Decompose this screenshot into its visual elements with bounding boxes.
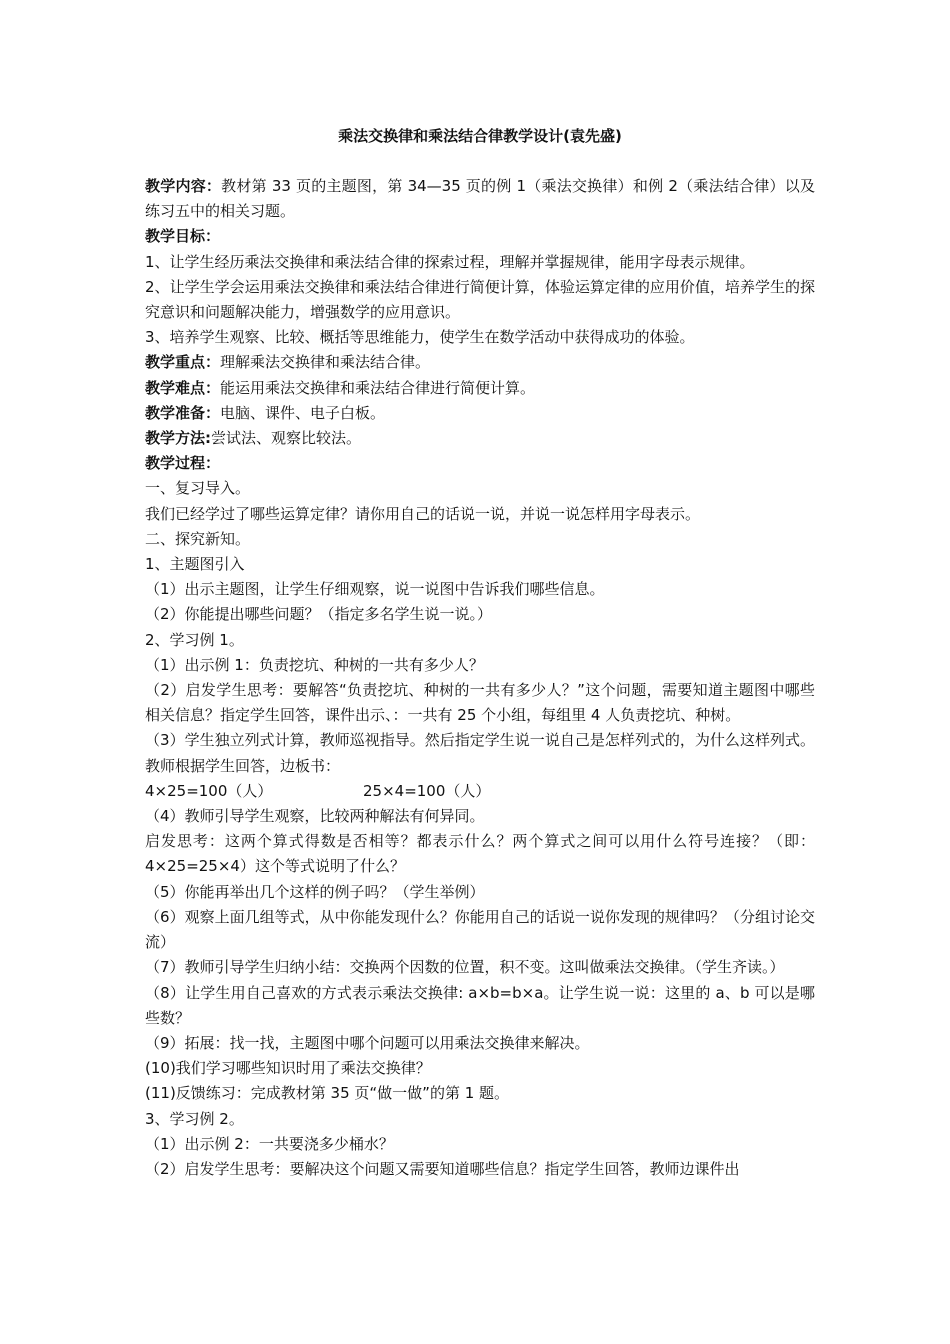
subsection-heading: 2、学习例 1。 [145, 630, 244, 649]
preparation-paragraph [145, 401, 815, 426]
step-item: (10)我们学习哪些知识时用了乘法交换律？ [145, 1059, 431, 1078]
key-point-paragraph [145, 350, 815, 375]
step-item: （6）观察上面几组等式，从中你能发现什么？你能用自己的话说一说你发现的规律吗？（分组讨论交流） [145, 907, 815, 952]
teaching-content-paragraph [145, 174, 815, 224]
formula-left: 4×25=100（人） [145, 781, 273, 800]
section-heading: 一、复习导入。 [145, 479, 251, 498]
difficulty-text: 能运用乘法交换律和乘法结合律进行简便计算。 [220, 378, 536, 397]
step-item: （1）出示主题图，让学生仔细观察，说一说图中告诉我们哪些信息。 [145, 580, 605, 599]
goal-item: 3、培养学生观察、比较、概括等思维能力，使学生在数学活动中获得成功的体验。 [145, 328, 695, 347]
teaching-content-text: 教材第 33 页的主题图，第 34—35 页的例 1（乘法交换律）和例 2（乘法结合律）以及练习五中的相关习题。 [145, 177, 815, 221]
step-item: 启发思考：这两个算式得数是否相等？都表示什么？两个算式之间可以用什么符号连接？（即：4×25=25×4）这个等式说明了什么？ [145, 832, 815, 876]
step-item: （2）启发学生思考：要解决这个问题又需要知道哪些信息？指定学生回答，教师边课件出 [145, 1159, 740, 1178]
step-item: （3）学生独立列式计算，教师巡视指导。然后指定学生说一说自己是怎样列式的，为什么这样列式。教师根据学生回答，边板书： [145, 731, 815, 775]
step-item: （2）启发学生思考：要解答“负责挖坑、种树的一共有多少人？”这个问题，需要知道主题图中哪些相关信息？指定学生回答，课件出示、：一共有 25 个小组，每组里 4 人负责挖坑、种树。 [145, 681, 815, 725]
formula-right: 25×4=100（人） [363, 781, 491, 800]
step-item: (11)反馈练习：完成教材第 35 页“做一做”的第 1 题。 [145, 1084, 510, 1103]
difficulty-paragraph [145, 376, 815, 401]
key-point-label: 教学重点： [145, 353, 221, 372]
step-item: （9）拓展：找一找，主题图中哪个问题可以用乘法交换律来解决。 [145, 1033, 590, 1052]
preparation-label: 教学准备： [145, 403, 221, 422]
step-item: （8）让学生用自己喜欢的方式表示乘法交换律: a×b=b×a。让学生说一说：这里的 a、b 可以是哪些数？ [145, 983, 815, 1027]
method-text: 尝试法、观察比较法。 [211, 429, 362, 448]
step-item: （7）教师引导学生归纳小结：交换两个因数的位置，积不变。这叫做乘法交换律。（学生齐读。） [145, 958, 785, 977]
method-paragraph [145, 426, 815, 451]
subsection-heading: 1、主题图引入 [145, 555, 245, 574]
preparation-text: 电脑、课件、电子白板。 [220, 403, 386, 422]
goal-item: 2、让学生学会运用乘法交换律和乘法结合律进行简便计算，体验运算定律的应用价值，培养学生的探究意识和问题解决能力，增强数学的应用意识。 [145, 277, 815, 322]
document-title: 乘法交换律和乘法结合律教学设计(袁先盛) [338, 127, 622, 145]
step-item: （2）你能提出哪些问题？（指定多名学生说一说。） [145, 605, 493, 624]
formula-line [145, 779, 815, 804]
step-item: （5）你能再举出几个这样的例子吗？（学生举例） [145, 882, 485, 901]
key-point-text: 理解乘法交换律和乘法结合律。 [220, 353, 431, 372]
difficulty-label: 教学难点： [145, 378, 221, 397]
section-heading: 二、探究新知。 [145, 529, 251, 548]
process-label: 教学过程： [145, 454, 221, 473]
review-text: 我们已经学过了哪些运算定律？请你用自己的话说一说，并说一说怎样用字母表示。 [145, 504, 701, 523]
step-item: （1）出示例 2：一共要浇多少桶水？ [145, 1134, 394, 1153]
teaching-content-label: 教学内容： [145, 177, 222, 195]
goal-item: 1、让学生经历乘法交换律和乘法结合律的探索过程，理解并掌握规律，能用字母表示规律。 [145, 252, 755, 271]
subsection-heading: 3、学习例 2。 [145, 1109, 244, 1128]
method-label: 教学方法: [145, 429, 211, 448]
document-body [145, 174, 815, 1182]
step-item: （1）出示例 1：负责挖坑、种树的一共有多少人？ [145, 655, 484, 674]
step-item: （4）教师引导学生观察，比较两种解法有何异同。 [145, 807, 485, 826]
teaching-goals-label: 教学目标： [145, 227, 221, 246]
